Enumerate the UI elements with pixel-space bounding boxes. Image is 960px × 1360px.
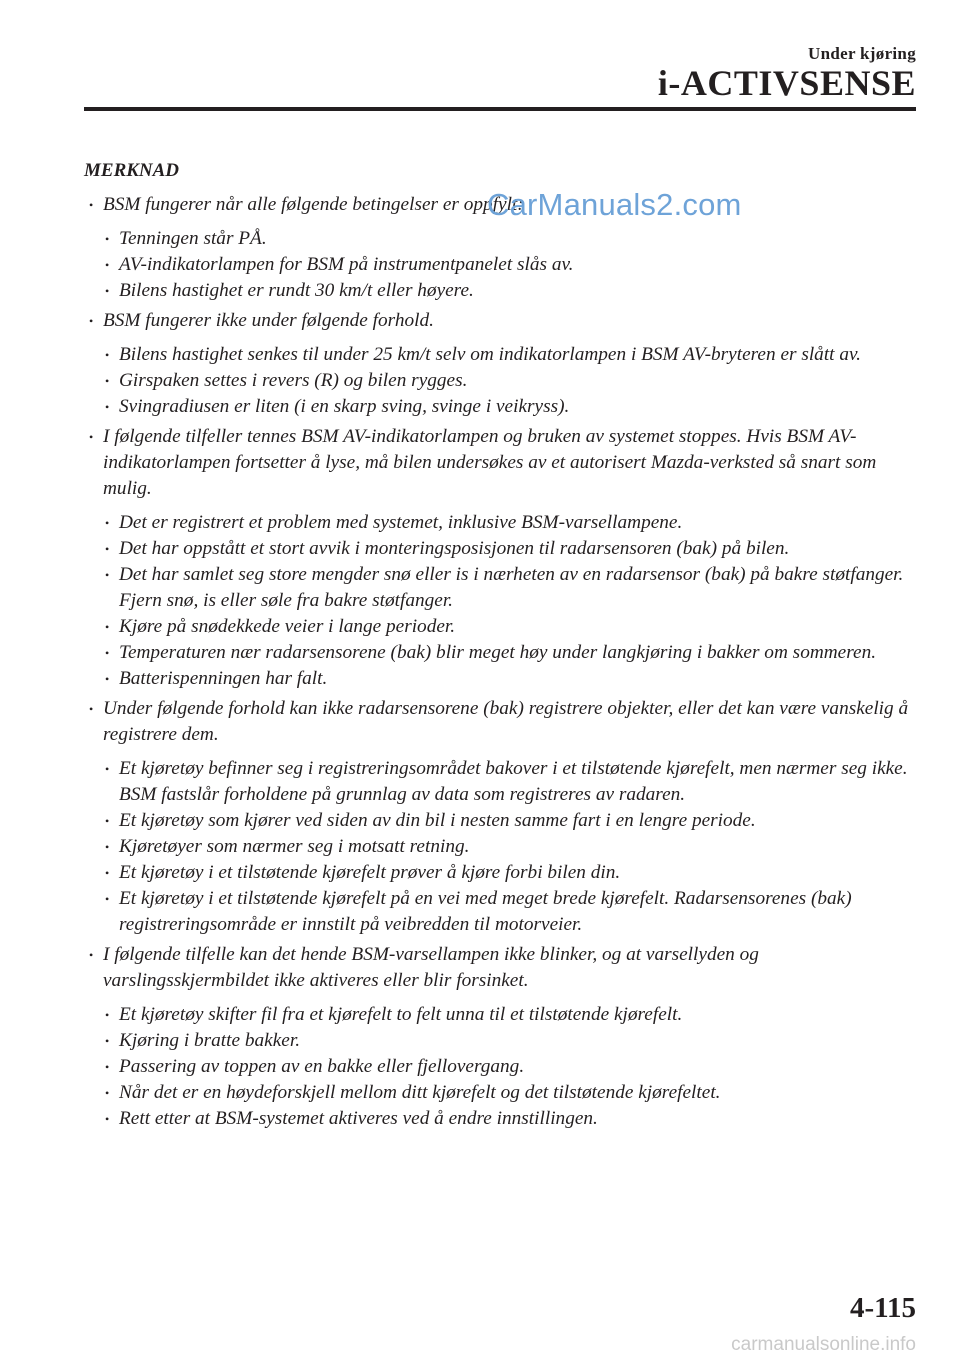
note-subitem: • Kjøre på snødekkede veier i lange perioder.	[84, 614, 920, 640]
note-subitem: • Et kjøretøy som kjører ved siden av din bil i nesten samme fart i en lengre periode.	[84, 808, 920, 834]
section-title: Under kjøring	[808, 44, 916, 63]
note-subitem: • Det er registrert et problem med systemet, inklusive BSM-varsellampene.	[84, 510, 920, 536]
note-subitem: • Et kjøretøy skifter fil fra et kjørefelt to felt unna til et tilstøtende kjørefelt.	[84, 1002, 920, 1028]
note-subitem: • Et kjøretøy i et tilstøtende kjørefelt på en vei med meget brede kjørefelt. Radarsensorenes (bak) registreringsområde er innstilt på veibredden til motorveier.	[84, 886, 920, 938]
note-item: • I følgende tilfeller tennes BSM AV-indikatorlampen og bruken av systemet stoppes. Hvis BSM AV-indikatorlampen fortsetter å lyse, må bilen undersøkes av et autorisert Mazda-verksted så snart som mulig.	[84, 424, 920, 502]
note-item: • BSM fungerer ikke under følgende forhold.	[84, 308, 920, 334]
note-subitem: • Kjøretøyer som nærmer seg i motsatt retning.	[84, 834, 920, 860]
note-subitem: • Rett etter at BSM-systemet aktiveres ved å endre innstillingen.	[84, 1106, 920, 1132]
note-label: MERKNAD	[84, 160, 180, 181]
header-divider	[84, 107, 916, 111]
note-subitem: • Svingradiusen er liten (i en skarp sving, svinge i veikryss).	[84, 394, 920, 420]
chapter-title: i-ACTIVSENSE	[657, 63, 916, 103]
note-subitem: • Girspaken settes i revers (R) og bilen rygges.	[84, 368, 920, 394]
note-item: • Under følgende forhold kan ikke radarsensorene (bak) registrere objekter, eller det kan være vanskelig å registrere dem.	[84, 696, 920, 748]
footer-site-link[interactable]: carmanualsonline.info	[731, 1334, 916, 1355]
note-subitem: • Når det er en høydeforskjell mellom ditt kjørefelt og det tilstøtende kjørefeltet.	[84, 1080, 920, 1106]
note-item: • I følgende tilfelle kan det hende BSM-varsellampen ikke blinker, og at varsellyden og varslingsskjermbildet ikke aktiveres eller blir forsinket.	[84, 942, 920, 994]
note-subitem: • Passering av toppen av en bakke eller fjellovergang.	[84, 1054, 920, 1080]
note-subitem: • Det har oppstått et stort avvik i monteringsposisjonen til radarsensoren (bak) på bilen.	[84, 536, 920, 562]
watermark-text: CarManuals2.com	[487, 187, 742, 222]
note-subitem: • Temperaturen nær radarsensorene (bak) blir meget høy under langkjøring i bakker om sommeren.	[84, 640, 920, 666]
note-subitem: • Tenningen står PÅ.	[84, 226, 920, 252]
note-subitem: • Bilens hastighet er rundt 30 km/t eller høyere.	[84, 278, 920, 304]
note-subitem: • Det har samlet seg store mengder snø eller is i nærheten av en radarsensor (bak) på bakre støtfanger. Fjern snø, is eller søle fra bakre støtfanger.	[84, 562, 920, 614]
note-content	[84, 158, 920, 1132]
note-subitem: • Et kjøretøy befinner seg i registreringsområdet bakover i et tilstøtende kjørefelt, men nærmer seg ikke. BSM fastslår forholdene på grunnlag av data som registreres av radaren.	[84, 756, 920, 808]
note-subitem: • Batterispenningen har falt.	[84, 666, 920, 692]
note-subitem: • AV-indikatorlampen for BSM på instrumentpanelet slås av.	[84, 252, 920, 278]
page-number: 4-115	[849, 1292, 916, 1324]
note-subitem: • Bilens hastighet senkes til under 25 km/t selv om indikatorlampen i BSM AV-bryteren er slått av.	[84, 342, 920, 368]
note-item: • BSM fungerer når alle følgende betingelser er oppfylt:	[84, 192, 920, 218]
note-subitem: • Et kjøretøy i et tilstøtende kjørefelt prøver å kjøre forbi bilen din.	[84, 860, 920, 886]
note-subitem: • Kjøring i bratte bakker.	[84, 1028, 920, 1054]
